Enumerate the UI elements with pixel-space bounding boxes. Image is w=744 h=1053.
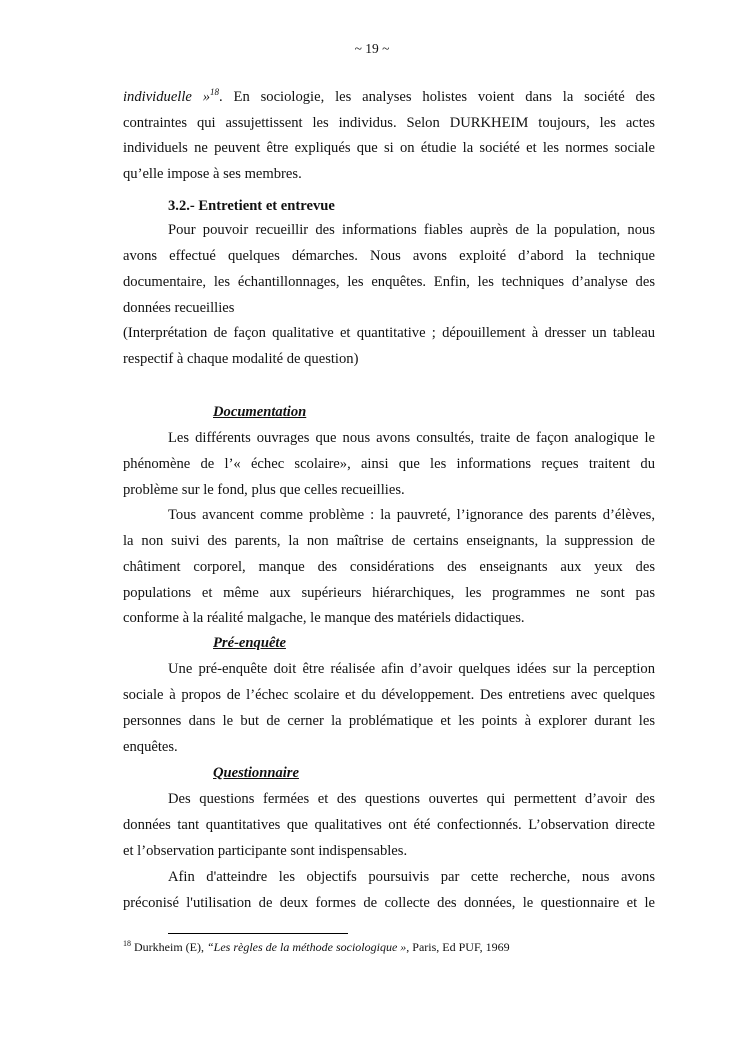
paragraph-line: Une pré-enquête doit être réalisée afin d’avoir quelques idées sur la perception	[168, 661, 655, 677]
paragraph-line: phénomène de l’« échec scolaire», ainsi que les informations reçues traitent du	[123, 456, 655, 472]
section-heading: 3.2.- Entretient et entrevue	[168, 198, 335, 214]
paragraph-line	[123, 88, 655, 106]
line-text: . En sociologie, les analyses holistes voient dans la société des	[219, 89, 656, 105]
quote-fragment: individuelle »	[123, 89, 211, 105]
footnote-number: 18	[123, 939, 131, 948]
subsection-heading: Pré-enquête	[213, 635, 286, 651]
paragraph-line: contraintes qui assujettissent les individus. Selon DURKHEIM toujours, les actes	[123, 115, 655, 131]
paragraph-line: qu’elle impose à ses membres.	[123, 166, 302, 182]
paragraph-line: documentaire, les échantillonnages, les enquêtes. Enfin, les techniques d’analyse des	[123, 274, 655, 290]
footnote-author: Durkheim (E),	[134, 940, 207, 954]
footnote-separator	[168, 933, 348, 934]
paragraph-line: et l’observation participante sont indispensables.	[123, 843, 408, 859]
paragraph-line: Les différents ouvrages que nous avons consultés, traite de façon analogique le	[168, 430, 655, 446]
paragraph-line: Pour pouvoir recueillir des informations fiables auprès de la population, nous	[168, 222, 655, 238]
paragraph-line: Tous avancent comme problème : la pauvreté, l’ignorance des parents d’élèves,	[168, 507, 655, 523]
footnote-reference[interactable]: 18	[210, 87, 220, 98]
paragraph-line: respectif à chaque modalité de question)	[123, 351, 359, 367]
subsection-heading: Questionnaire	[213, 765, 299, 781]
footnote	[123, 940, 510, 955]
subsection-heading: Documentation	[213, 404, 307, 420]
paragraph-line: individuels ne peuvent être expliqués que si on étudie la société et les normes sociale	[123, 140, 655, 156]
paragraph-line: châtiment corporel, manque des considérations des enseignants aux yeux des	[123, 559, 655, 575]
paragraph-line: conforme à la réalité malgache, le manque des matériels didactiques.	[123, 610, 525, 626]
paragraph-line: préconisé l'utilisation de deux formes de collecte des données, le questionnaire et le	[123, 895, 655, 911]
paragraph-line: enquêtes.	[123, 739, 178, 755]
paragraph-line: Des questions fermées et des questions ouvertes qui permettent d’avoir des	[168, 791, 655, 807]
paragraph-line: (Interprétation de façon qualitative et quantitative ; dépouillement à dresser un tableau	[123, 325, 655, 341]
paragraph-line: populations et même aux supérieurs hiérarchiques, les programmes ne sont pas	[123, 585, 655, 601]
paragraph-line: la non suivi des parents, la non maîtrise de certains enseignants, la suppression de	[123, 533, 655, 549]
footnote-publisher: , Paris, Ed PUF, 1969	[406, 940, 510, 954]
footnote-title: “Les règles de la méthode sociologique »	[206, 940, 407, 954]
paragraph-line: Afin d'atteindre les objectifs poursuivis par cette recherche, nous avons	[168, 869, 655, 885]
page-number: ~ 19 ~	[354, 41, 390, 56]
paragraph-line: données recueillies	[123, 300, 235, 316]
paragraph-line: sociale à propos de l’échec scolaire et du développement. Des entretiens avec quelques	[123, 687, 655, 703]
paragraph-line: données tant quantitatives que qualitatives ont été confectionnés. L’observation directe	[123, 817, 655, 833]
paragraph-line: problème sur le fond, plus que celles recueillies.	[123, 482, 405, 498]
paragraph-line: avons effectué quelques démarches. Nous avons exploité d’abord la technique	[123, 248, 655, 264]
paragraph-line: personnes dans le but de cerner la problématique et les points à explorer durant les	[123, 713, 655, 729]
